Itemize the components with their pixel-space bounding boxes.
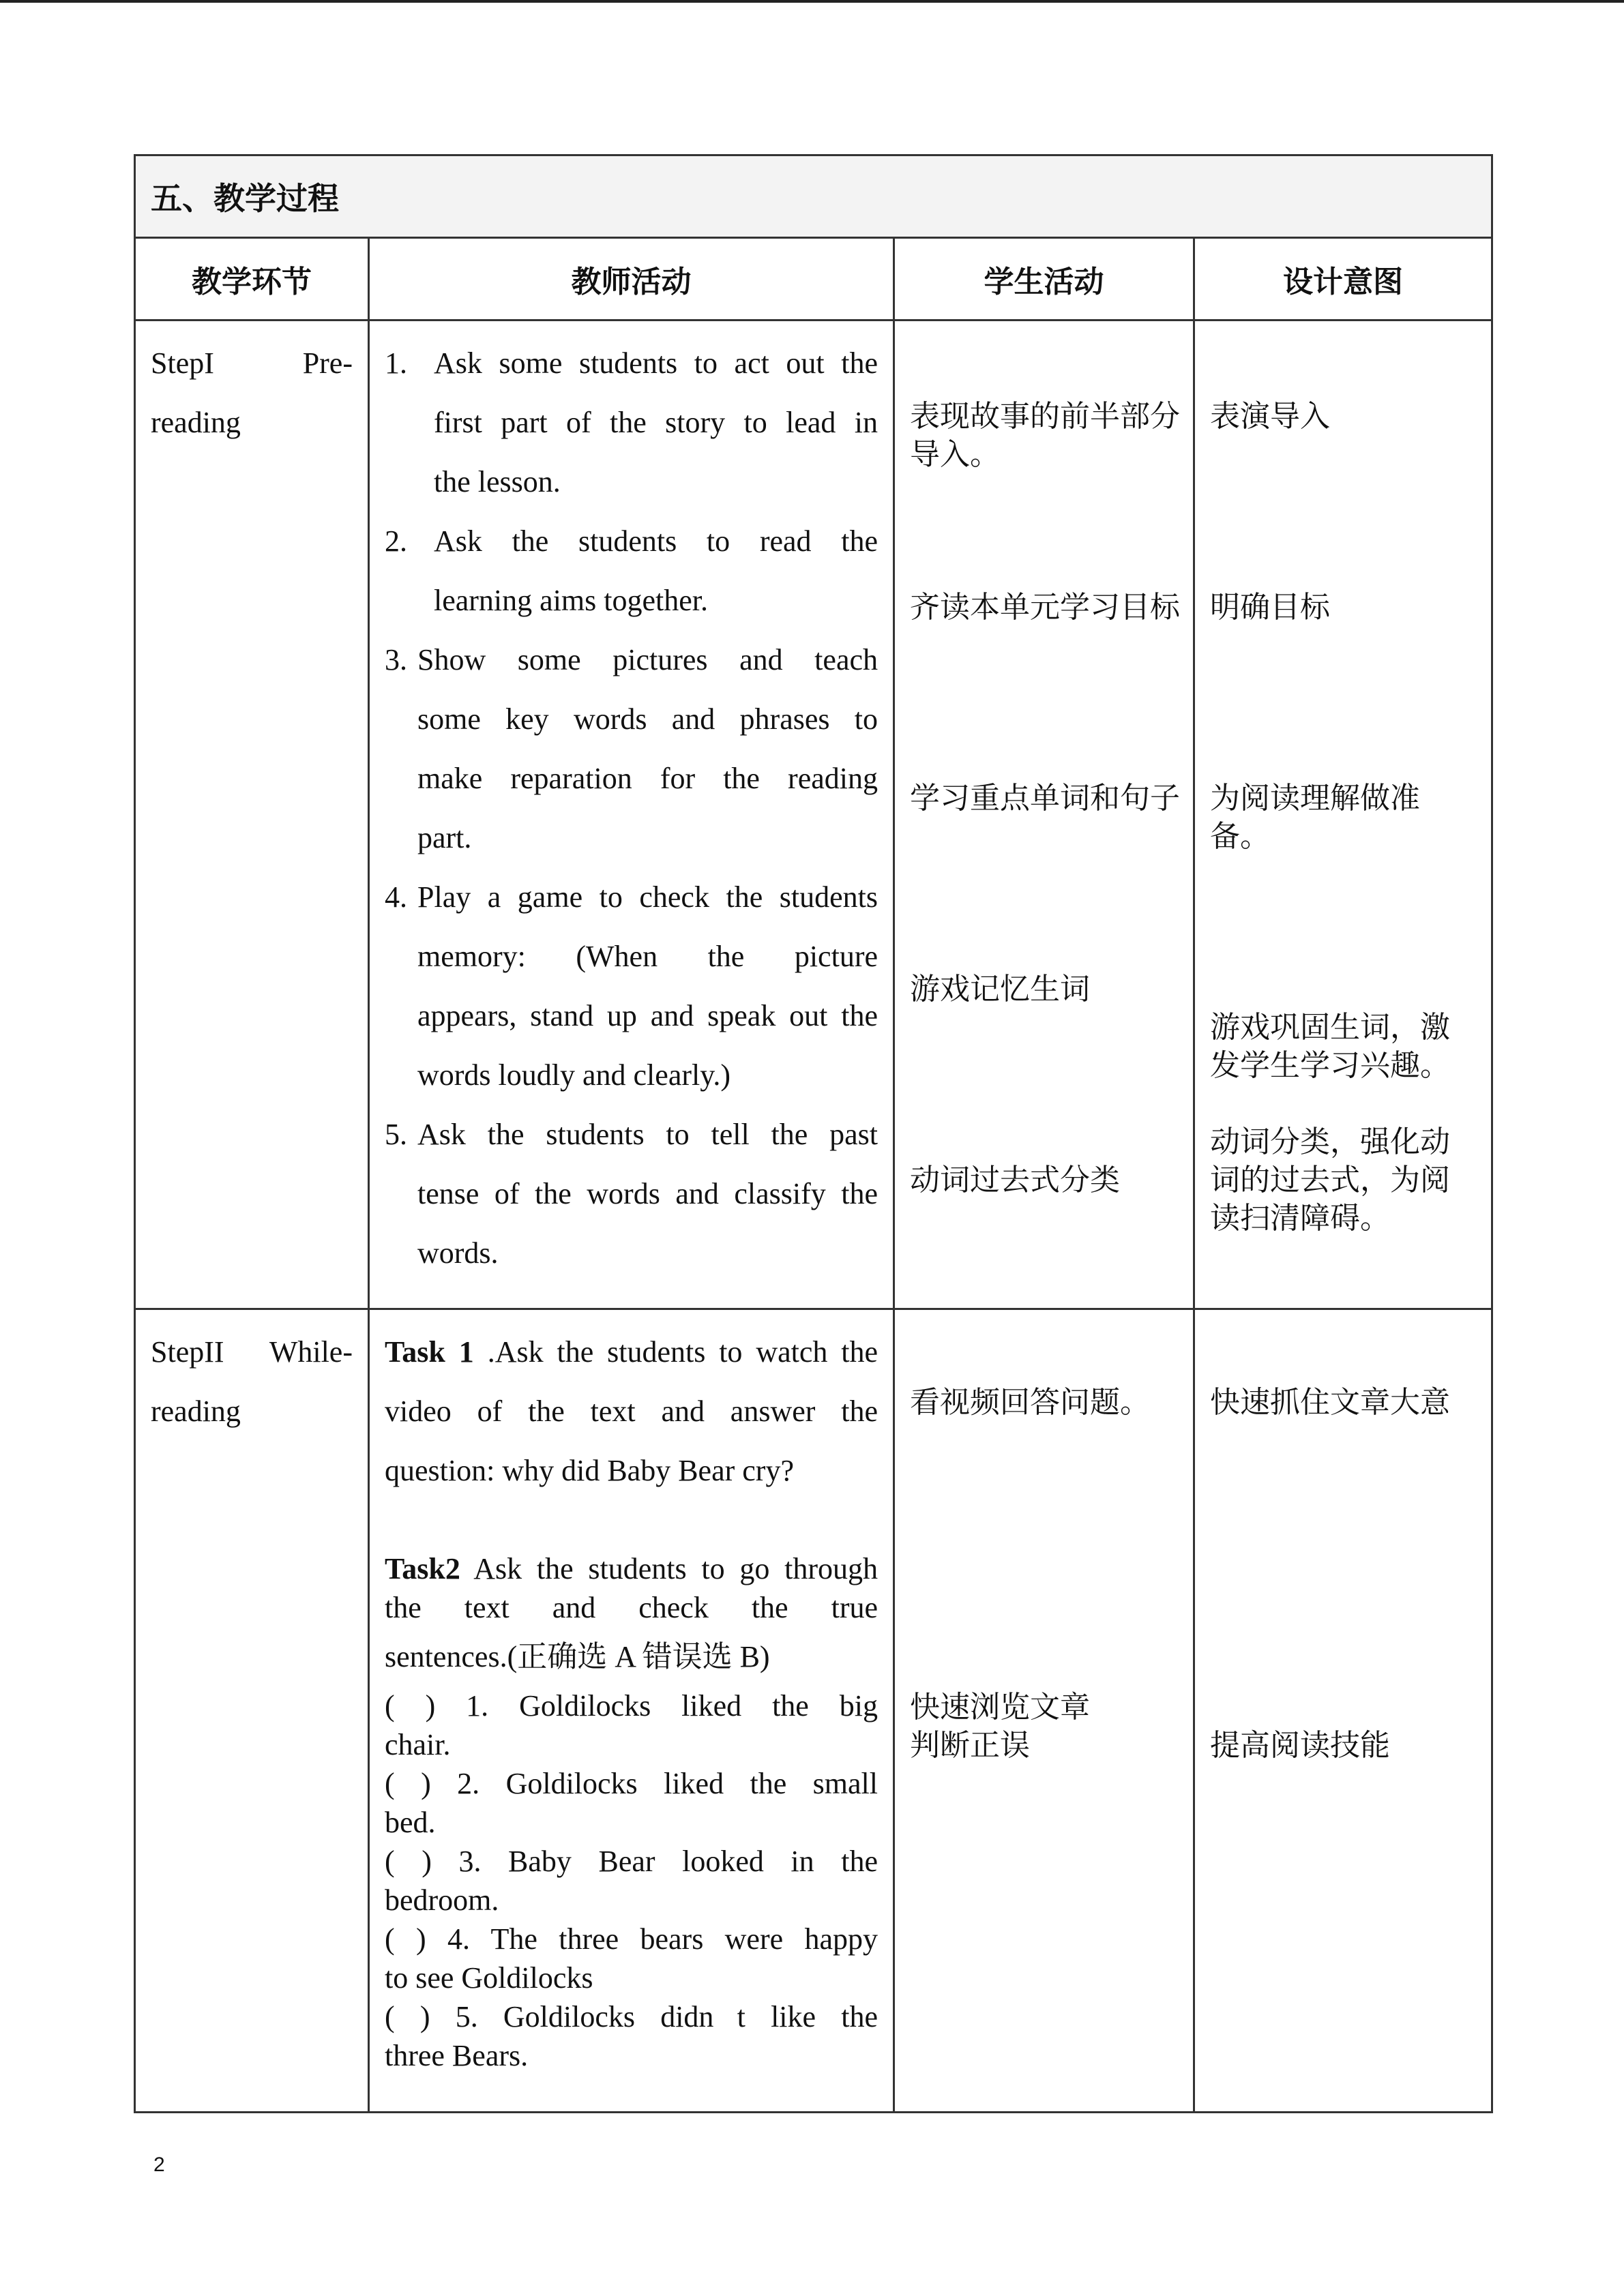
student-activity-item: 判断正误	[910, 1728, 1030, 1763]
student-activity-item: 游戏记忆生词	[910, 972, 1090, 1007]
header-student-activity: 学生活动	[894, 238, 1194, 320]
student-activity-item: 表现故事的前半部分导入。	[910, 399, 1180, 472]
student-activity-item: 动词过去式分类	[910, 1163, 1120, 1197]
design-intent-pre-reading	[1194, 320, 1492, 1309]
step-cell-while-reading: StepII While- reading	[135, 1309, 369, 2113]
student-activity-pre-reading	[894, 320, 1194, 1309]
list-item: 4. Play a game to check the students memory: (When the picture appears, stand up and speak out the words loudly and clearly.)	[385, 880, 878, 1092]
list-item: 1. Ask some students to act out the first part of the story to lead in the lesson.	[385, 346, 878, 498]
design-intent-item: 游戏巩固生词，激发学生学习兴趣。	[1210, 1010, 1450, 1083]
header-teacher-activity: 教师活动	[369, 238, 894, 320]
teacher-activity-pre-reading	[369, 320, 894, 1309]
student-activity-while-reading	[894, 1309, 1194, 2113]
student-activity-item: 学习重点单词和句子	[910, 781, 1180, 816]
task-2-label: Task2	[385, 1552, 460, 1585]
section-title: 五、教学过程	[135, 155, 1492, 238]
design-intent-item: 提高阅读技能	[1210, 1728, 1390, 1763]
design-intent-item: 快速抓住文章大意	[1210, 1385, 1450, 1420]
design-intent-item: 表演导入	[1210, 399, 1330, 434]
page-number: 2	[153, 2153, 165, 2176]
list-item: 3. Show some pictures and teach some key words and phrases to make reparation for the reading part.	[385, 643, 878, 854]
step-cell-pre-reading: StepI Pre- reading	[135, 320, 369, 1309]
design-intent-while-reading	[1194, 1309, 1492, 2113]
teaching-process-table	[134, 154, 1491, 2113]
teacher-activity-while-reading: Task 1 .Ask the students to watch the video of the text and answer the question: why did Baby Bear cry? Task2 Ask the students to go through the text and check the true sentences.(正确选 A 错误选 B) ( ) 1. Goldilocks liked the big chair. ( ) 2. Goldilocks liked the small bed. ( ) 3. Baby Bear looked in the bedroom. ( ) 4. The three bears were happy to see Goldilocks ( ) 5. Goldilocks didn t like the three Bears.	[369, 1309, 894, 2113]
student-activity-item: 齐读本单元学习目标	[910, 590, 1180, 625]
design-intent-item: 明确目标	[1210, 590, 1330, 625]
task-1-label: Task 1	[385, 1335, 474, 1369]
student-activity-item: 看视频回答问题。	[910, 1385, 1150, 1420]
page-top-border	[0, 0, 1624, 3]
list-item: 5. Ask the students to tell the past tense of the words and classify the words.	[385, 1118, 878, 1270]
header-design-intent: 设计意图	[1194, 238, 1492, 320]
student-activity-item: 快速浏览文章	[910, 1690, 1090, 1725]
header-stage: 教学环节	[135, 238, 369, 320]
list-item: 2. Ask the students to read the learning aims together.	[385, 524, 878, 617]
true-false-list: ( ) 1. Goldilocks liked the big chair. ( ) 2. Goldilocks liked the small bed. ( ) 3. Baby Bear looked in the bedroom. ( ) 4. The three bears were happy to see Goldilocks ( ) 5. Goldilocks didn t like the three Bears.	[385, 1689, 878, 2072]
design-intent-item: 动词分类，强化动词的过去式，为阅读扫清障碍。	[1210, 1124, 1450, 1236]
design-intent-item: 为阅读理解做准备。	[1210, 781, 1420, 854]
